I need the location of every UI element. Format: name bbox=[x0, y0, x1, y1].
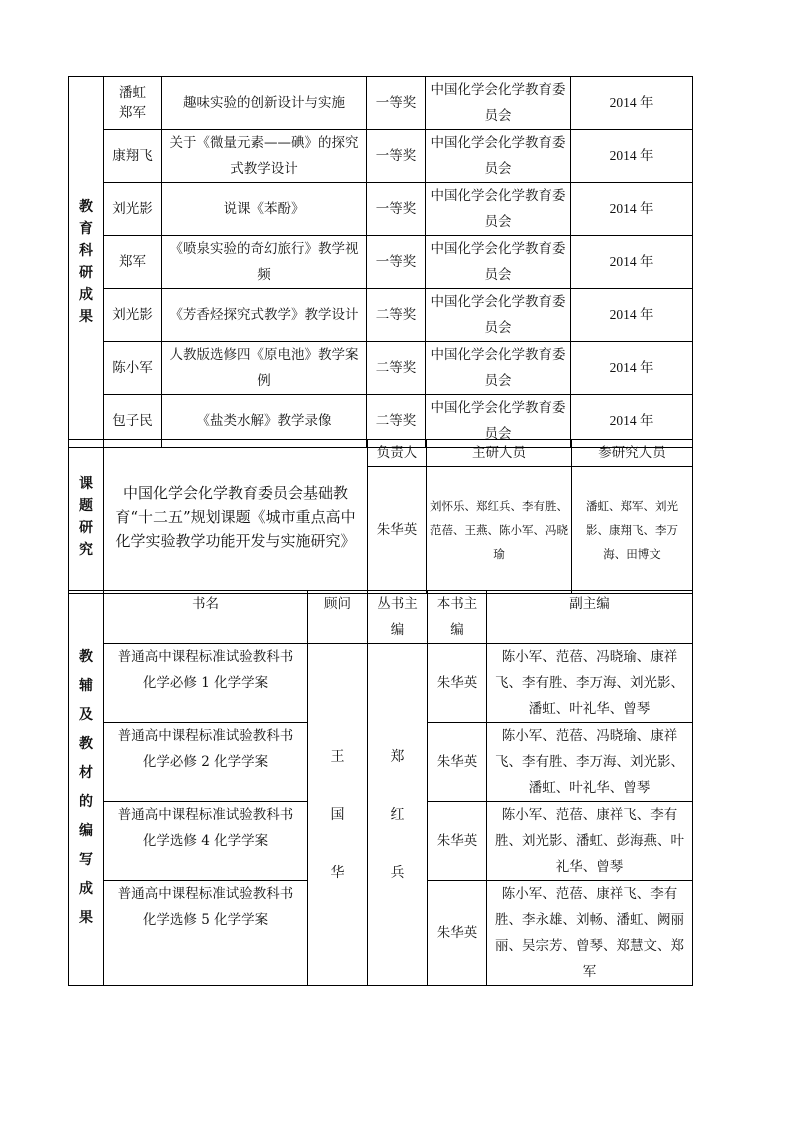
award-person: 康翔飞 bbox=[104, 130, 162, 183]
award-org: 中国化学会化学教育委员会 bbox=[426, 342, 571, 395]
award-org: 中国化学会化学教育委员会 bbox=[426, 289, 571, 342]
award-org: 中国化学会化学教育委员会 bbox=[426, 236, 571, 289]
award-title: 说课《苯酚》 bbox=[162, 183, 367, 236]
award-org: 中国化学会化学教育委员会 bbox=[426, 77, 571, 130]
award-title: 《芳香烃探究式教学》教学设计 bbox=[162, 289, 367, 342]
award-level: 一等奖 bbox=[367, 130, 426, 183]
award-person: 郑军 bbox=[104, 236, 162, 289]
award-level: 二等奖 bbox=[367, 395, 426, 448]
deputy-editors: 陈小军、范蓓、康祥飞、李有胜、刘光影、潘虹、彭海燕、叶礼华、曾琴 bbox=[487, 802, 693, 881]
award-person: 陈小军 bbox=[104, 342, 162, 395]
header-book-title: 书名 bbox=[104, 591, 308, 644]
award-year: 2014 年 bbox=[571, 77, 693, 130]
chief-editor: 朱华英 bbox=[428, 723, 487, 802]
chief-editor: 朱华英 bbox=[428, 802, 487, 881]
header-leader: 负责人 bbox=[368, 440, 427, 467]
research-awards-table bbox=[68, 76, 693, 448]
award-person: 刘光影 bbox=[104, 289, 162, 342]
section-label-research: 教 育 科 研 成 果 bbox=[69, 77, 104, 448]
award-title: 《盐类水解》教学录像 bbox=[162, 395, 367, 448]
book-title: 普通高中课程标准试验教科书化学必修 1 化学学案 bbox=[104, 644, 308, 723]
section-label-textbooks: 教 辅 及 教 材 的 编 写 成 果 bbox=[69, 591, 104, 986]
chief-editor: 朱华英 bbox=[428, 644, 487, 723]
deputy-editors: 陈小军、范蓓、冯晓瑜、康祥飞、李有胜、李万海、刘光影、潘虹、叶礼华、曾琴 bbox=[487, 723, 693, 802]
award-level: 二等奖 bbox=[367, 342, 426, 395]
header-series-editor: 丛书主编 bbox=[368, 591, 428, 644]
award-title: 人教版选修四《原电池》教学案例 bbox=[162, 342, 367, 395]
award-year: 2014 年 bbox=[571, 236, 693, 289]
header-advisor: 顾问 bbox=[308, 591, 368, 644]
book-title: 普通高中课程标准试验教科书化学选修 5 化学学案 bbox=[104, 881, 308, 986]
deputy-editors: 陈小军、范蓓、康祥飞、李有胜、李永雄、刘畅、潘虹、阙丽丽、吴宗芳、曾琴、郑慧文、郑军 bbox=[487, 881, 693, 986]
chief-editor: 朱华英 bbox=[428, 881, 487, 986]
award-level: 二等奖 bbox=[367, 289, 426, 342]
award-level: 一等奖 bbox=[367, 183, 426, 236]
award-person: 潘虹 郑军 bbox=[104, 77, 162, 130]
advisor-name: 王 国 华 bbox=[308, 644, 368, 986]
project-research-table bbox=[68, 439, 693, 594]
project-title: 中国化学会化学教育委员会基础教育“十二五”规划课题《城市重点高中化学实验教学功能开发与实施研究》 bbox=[104, 440, 368, 594]
award-year: 2014 年 bbox=[571, 289, 693, 342]
award-year: 2014 年 bbox=[571, 183, 693, 236]
section-label-project: 课 题 研 究 bbox=[69, 440, 104, 594]
project-leader: 朱华英 bbox=[368, 467, 427, 594]
award-level: 一等奖 bbox=[367, 236, 426, 289]
main-researchers: 刘怀乐、郑红兵、李有胜、范蓓、王燕、陈小军、冯晓瑜 bbox=[427, 467, 572, 594]
header-chief-editor: 本书主编 bbox=[428, 591, 487, 644]
header-deputy-editors: 副主编 bbox=[487, 591, 693, 644]
textbook-table bbox=[68, 590, 693, 986]
award-year: 2014 年 bbox=[571, 395, 693, 448]
award-year: 2014 年 bbox=[571, 342, 693, 395]
award-level: 一等奖 bbox=[367, 77, 426, 130]
award-year: 2014 年 bbox=[571, 130, 693, 183]
series-editor-name: 郑 红 兵 bbox=[368, 644, 428, 986]
award-person: 包子民 bbox=[104, 395, 162, 448]
book-title: 普通高中课程标准试验教科书化学必修 2 化学学案 bbox=[104, 723, 308, 802]
award-org: 中国化学会化学教育委员会 bbox=[426, 183, 571, 236]
header-participants: 参研究人员 bbox=[572, 440, 693, 467]
book-title: 普通高中课程标准试验教科书化学选修 4 化学学案 bbox=[104, 802, 308, 881]
award-org: 中国化学会化学教育委员会 bbox=[426, 395, 571, 448]
deputy-editors: 陈小军、范蓓、冯晓瑜、康祥飞、李有胜、李万海、刘光影、潘虹、叶礼华、曾琴 bbox=[487, 644, 693, 723]
award-org: 中国化学会化学教育委员会 bbox=[426, 130, 571, 183]
award-title: 趣味实验的创新设计与实施 bbox=[162, 77, 367, 130]
award-title: 关于《微量元素——碘》的探究式教学设计 bbox=[162, 130, 367, 183]
header-main-researchers: 主研人员 bbox=[427, 440, 572, 467]
participant-researchers: 潘虹、郑军、刘光影、康翔飞、李万海、田博文 bbox=[572, 467, 693, 594]
award-person: 刘光影 bbox=[104, 183, 162, 236]
award-title: 《喷泉实验的奇幻旅行》教学视频 bbox=[162, 236, 367, 289]
